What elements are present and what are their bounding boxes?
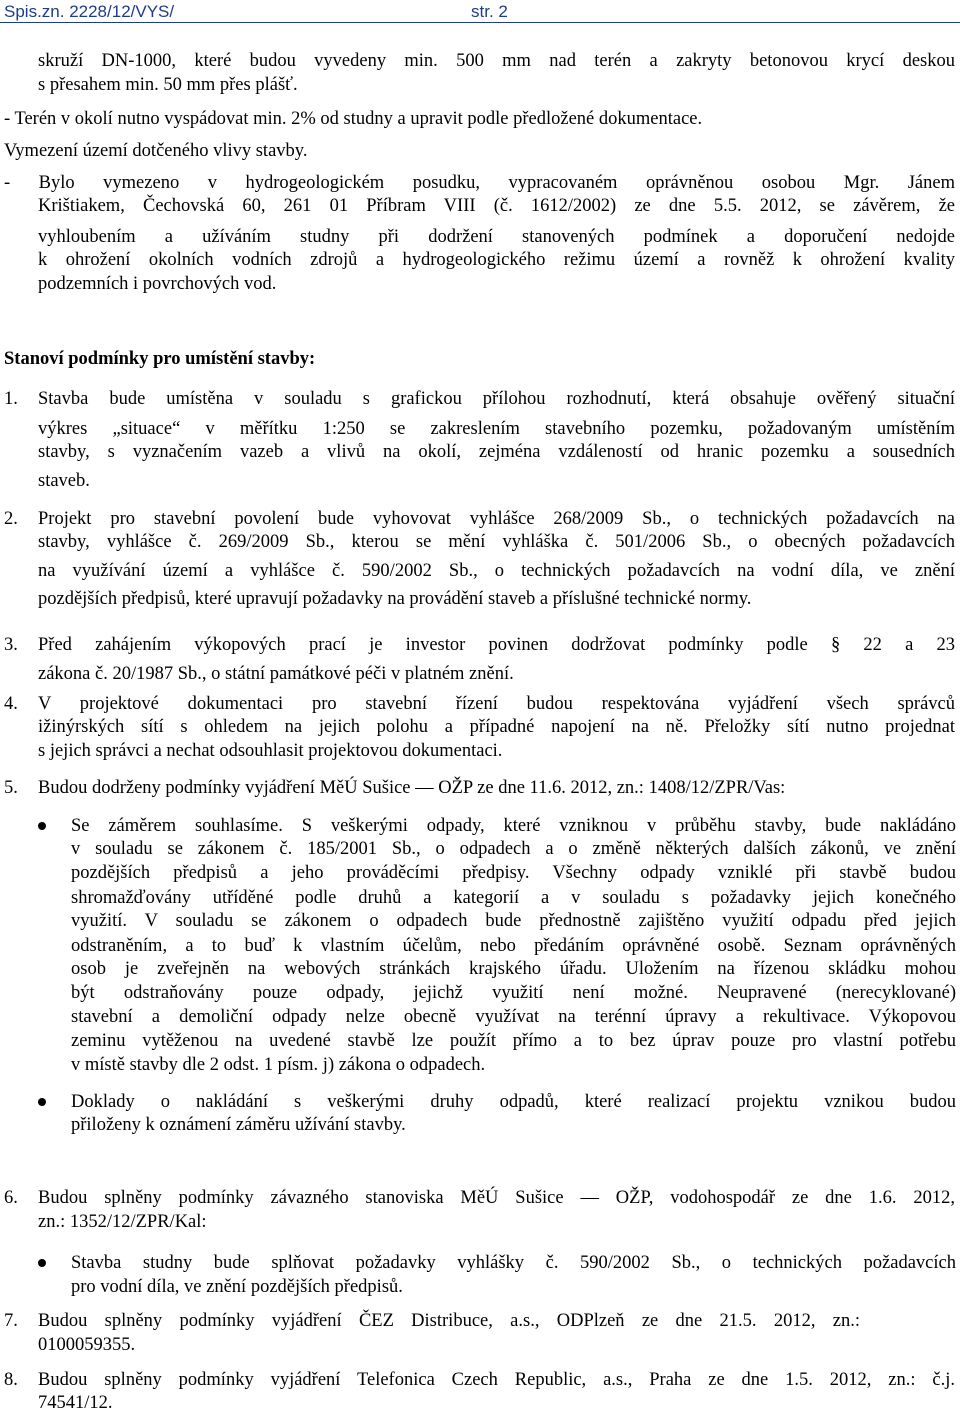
text-line: odstraněním, a to buď k vlastním účelům, nebo předáním oprávněné osobě. Seznam oprávněných [71,936,956,956]
bullet-icon [38,1098,46,1106]
text-line: skruží DN-1000, které budou vyvedeny min. 500 mm nad terén a zakryty betonovou krycí deskou [38,51,955,71]
condition-number: 7. [4,1311,18,1331]
text-line: V projektové dokumentaci pro stavební řízení budou respektována vyjádření všech správců [38,694,955,714]
text-line: být odstraňovány pouze odpady, jejichž využití není možné. Neupravené (nerecyklované) [71,983,956,1003]
condition-number: 6. [4,1188,18,1208]
text-line: osob je zveřejněn na webových stránkách krajského úřadu. Uložením na řízenou skládku mohou [71,959,956,979]
condition-number: 1. [4,389,18,409]
text-line: v místě stavby dle 2 odst. 1 písm. j) zákona o odpadech. [71,1055,486,1075]
text-line: vyhloubením a užíváním studny při dodržení stanovených podmínek a doporučení nedojde [38,227,955,247]
text-line: shromažďovány utříděné podle druhů a kategorií a v souladu s požadavky jejich konečného [71,888,956,908]
text-line: zeminu vytěženou na uvedené stavbě lze použít přímo a to bez úprav pouze pro vlastní potřebu [71,1031,956,1051]
condition-number: 3. [4,635,18,655]
text-line: podzemních i povrchových vod. [38,274,277,294]
text-line: výkres „situace“ v měřítku 1:250 se zakreslením stavebního pozemku, požadovaným umístěním [38,419,955,439]
text-line: Před zahájením výkopových prací je investor povinen dodržovat podmínky podle § 22 a 23 [38,635,955,655]
text-line: Stavba bude umístěna v souladu s grafickou přílohou rozhodnutí, která obsahuje ověřený situační [38,389,955,409]
text-line: Stavba studny bude splňovat požadavky vyhlášky č. 590/2002 Sb., o technických požadavcích [71,1253,956,1273]
condition-number: 8. [4,1370,18,1390]
text-line: k ohrožení okolních vodních zdrojů a hydrogeologického režimu území a rovněž k ohrožení kvality [38,250,955,270]
text-line: s jejich správci a nechat odsouhlasit projektovou dokumentaci. [38,741,503,761]
text-line: zákona č. 20/1987 Sb., o státní památkové péči v platném znění. [38,664,514,684]
text-line: 0100059355. [38,1335,136,1355]
text-line: ižinýrských sítí s ohledem na jejich polohu a případné napojení na ně. Přeložky sítí nutno projednat [38,717,955,737]
text-line: stavby, vyhlášce č. 269/2009 Sb., kterou se mění vyhláška č. 501/2006 Sb., o obecných požadavcích [38,532,955,552]
text-line: s přesahem min. 50 mm přes plášť. [38,75,298,95]
text-line: Se záměrem souhlasíme. S veškerými odpady, které vzniknou v průběhu stavby, bude nakládáno [71,816,956,836]
text-line: - Bylo vymezeno v hydrogeologickém posudku, vypracovaném oprávněnou osobou Mgr. Jánem [4,173,955,193]
text-line: Krištiakem, Čechovská 60, 261 01 Příbram VIII (č. 1612/2002) ze dne 5.5. 2012, se závěrem, že [38,196,955,216]
condition-number: 5. [4,778,18,798]
bullet-icon [38,822,46,830]
page-number: str. 2 [471,2,508,21]
file-reference: Spis.zn. 2228/12/VYS/ [4,2,175,21]
text-line: Doklady o nakládání s veškerými druhy odpadů, které realizací projektu vznikou budou [71,1092,956,1112]
section-title: Stanoví podmínky pro umístění stavby: [4,349,316,369]
condition-number: 4. [4,694,18,714]
text-line: Vymezení území dotčeného vlivy stavby. [4,141,308,161]
text-line: využití. V souladu se zákonem o odpadech bude přednostně zajištěno využití odpadu před jejich [71,911,956,931]
text-line: pozdějších předpisů, které upravují požadavky na provádění staveb a příslušné technické normy. [38,589,752,609]
text-line: stavby, s vyznačením vazeb a vlivů na okolí, zejména vzdáleností od hranic pozemku a sousedních [38,442,955,462]
text-line: pro vodní díla, ve znění pozdějších předpisů. [71,1277,403,1297]
text-line: - Terén v okolí nutno vyspádovat min. 2% od studny a upravit podle předložené dokumentace. [4,109,703,129]
text-line: Projekt pro stavební povolení bude vyhovovat vyhlášce 268/2009 Sb., o technických požadavcích na [38,509,955,529]
text-line: zn.: 1352/12/ZPR/Kal: [38,1212,207,1232]
header-rule [0,22,960,23]
text-line: Budou dodrženy podmínky vyjádření MěÚ Sušice — OŽP ze dne 11.6. 2012, zn.: 1408/12/ZPR/Vas: [38,778,786,798]
text-line: 74541/12. [38,1393,113,1413]
text-line: staveb. [38,471,90,491]
text-line: v souladu se zákonem č. 185/2001 Sb., o odpadech a o změně některých dalších zákonů, ve znění [71,839,956,859]
text-line: na využívání území a vyhlášce č. 590/2002 Sb., o technických požadavcích na vodní díla, ve znění [38,561,955,581]
text-line: Budou splněny podmínky závazného stanoviska MěÚ Sušice — OŽP, vodohospodář ze dne 1.6. 2012, [38,1188,955,1208]
text-line: přiloženy k oznámení záměru užívání stavby. [71,1115,406,1135]
bullet-icon [38,1259,46,1267]
text-line: stavební a demoliční odpady nelze obecně využívat na terénní úpravy a rekultivace. Výkopovou [71,1007,956,1027]
text-line: Budou splněny podmínky vyjádření ČEZ Distribuce, a.s., ODPlzeň ze dne 21.5. 2012, zn.: [38,1311,860,1331]
condition-number: 2. [4,509,18,529]
text-line: pozdějších předpisů a jeho prováděcími předpisy. Všechny odpady vzniklé při stavbě budou [71,863,956,883]
text-line: Budou splněny podmínky vyjádření Telefonica Czech Republic, a.s., Praha ze dne 1.5. 2012, zn.: č.j. [38,1370,955,1390]
page-header [0,0,960,22]
